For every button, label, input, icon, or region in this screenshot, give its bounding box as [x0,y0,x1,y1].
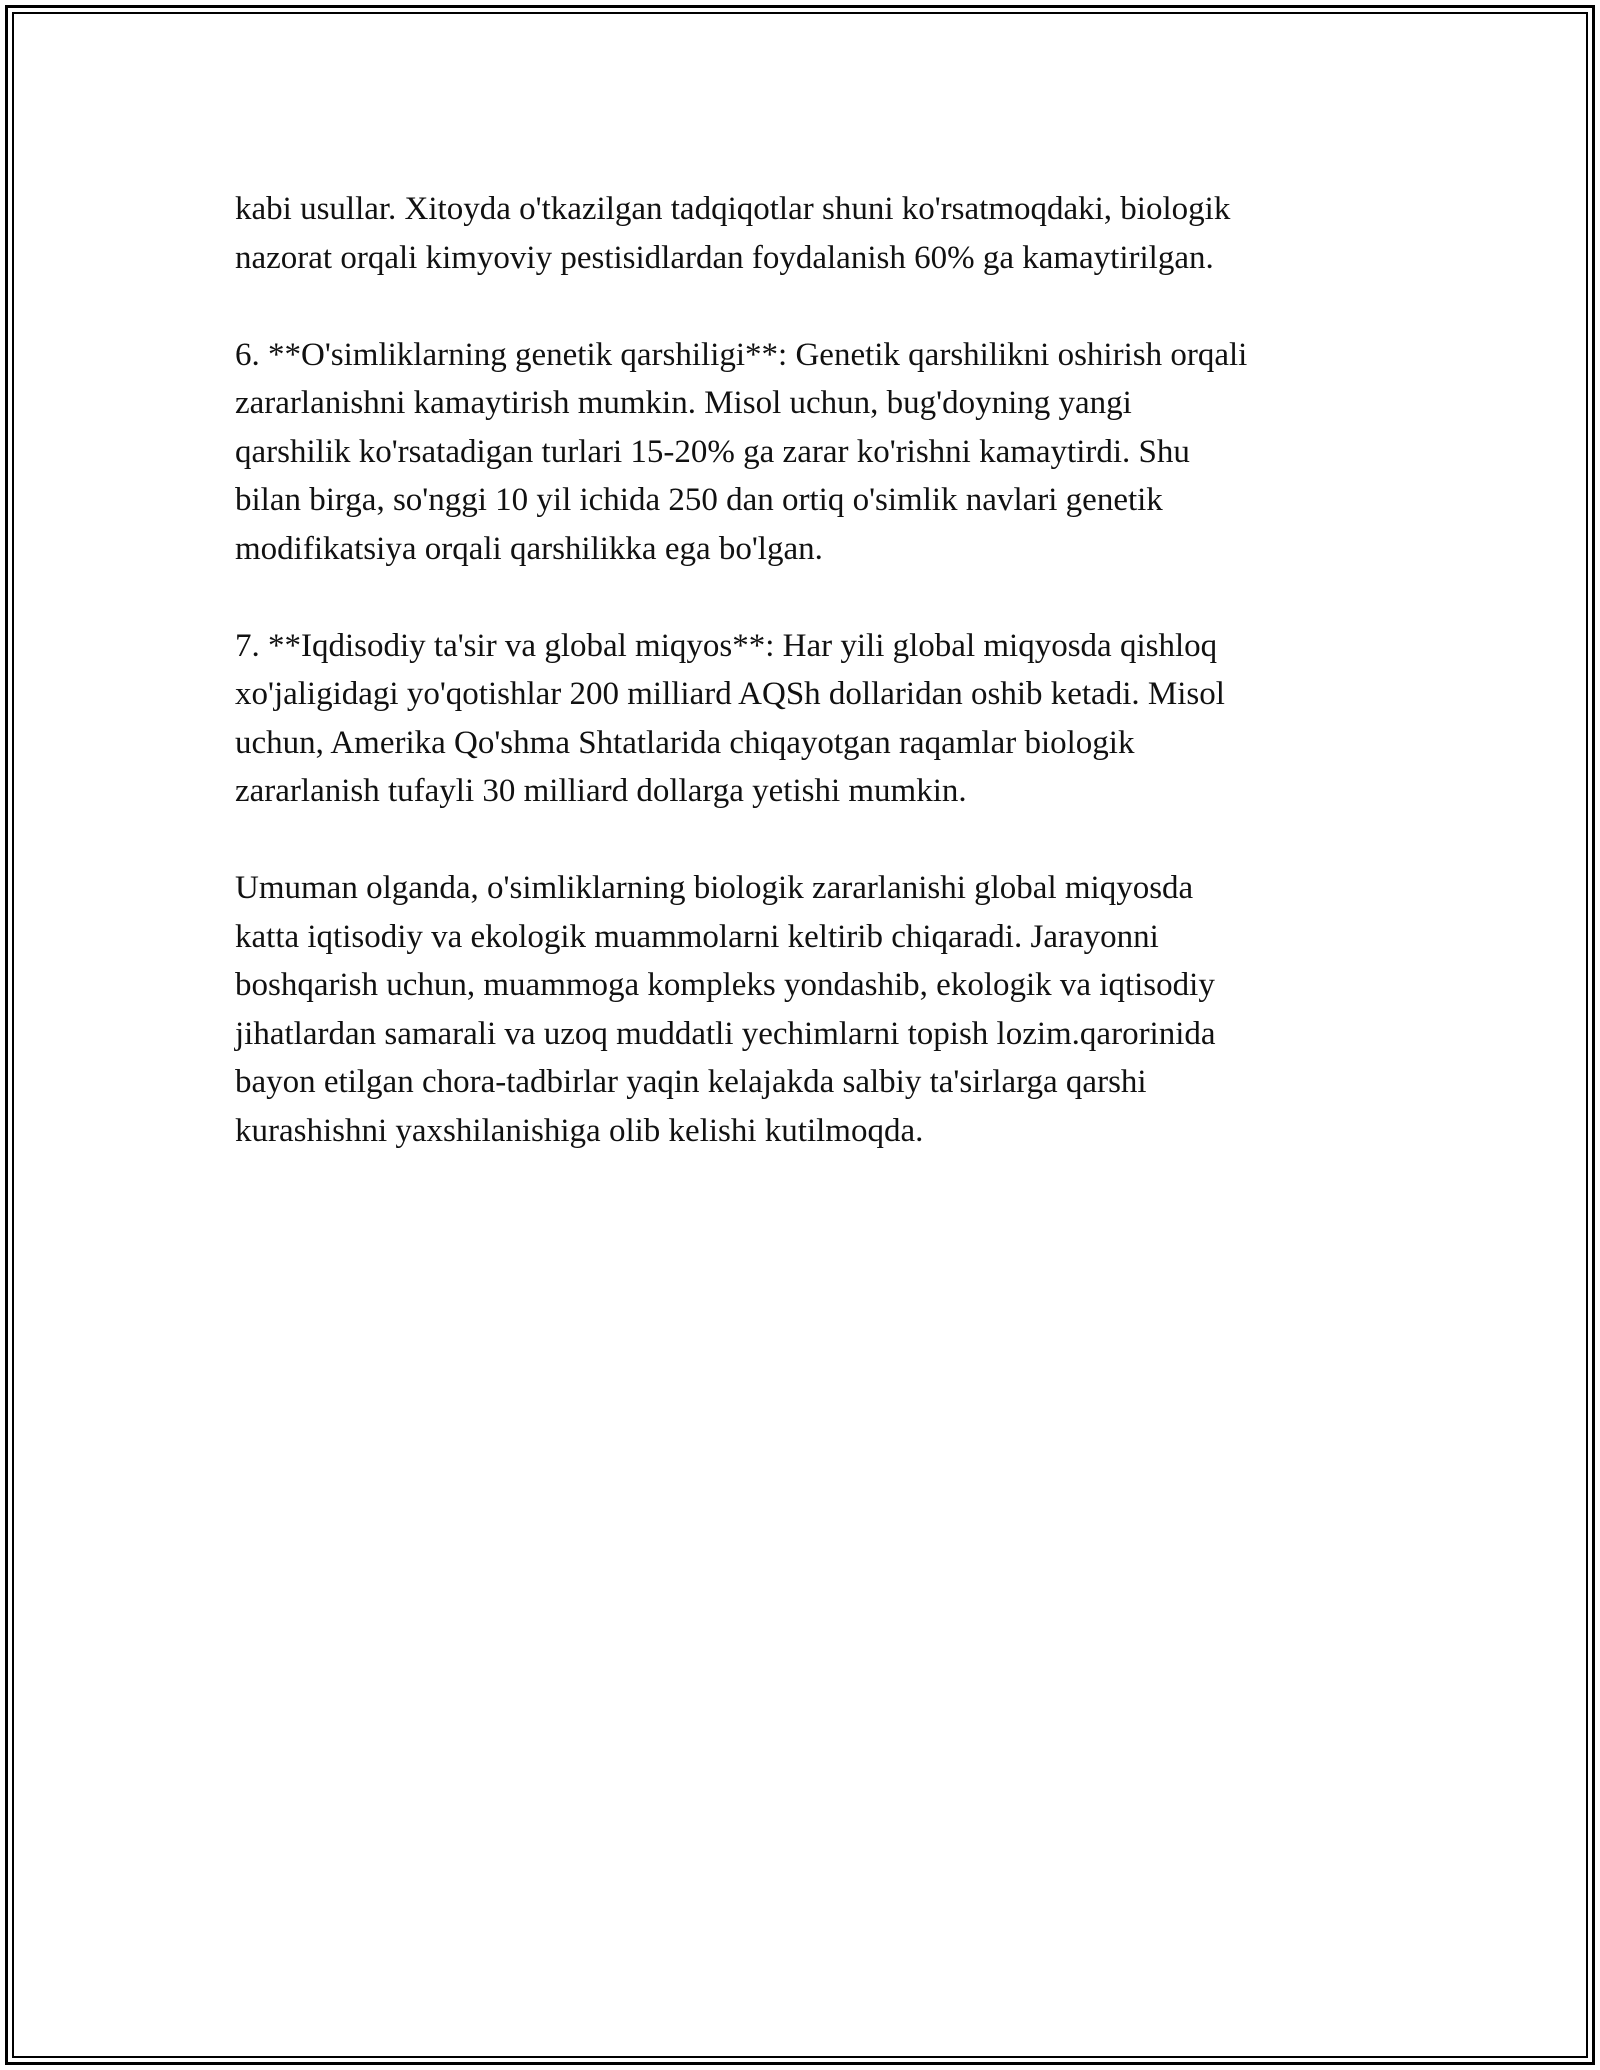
paragraph-genetic-resistance: 6. **O'simliklarning genetik qarshiligi**: Genetik qarshilikni oshirish orqali zararlanishni kamaytirish mumkin. Misol uchun, bug'doyning yangi qarshilik ko'rsatadigan turlari 15-20% ga zarar ko'rishni kamaytirdi. Shu bilan birga, so'nggi 10 yil ichida 250 dan ortiq o'simlik navlari genetik modifikatsiya orqali qarshilikka ega bo'lgan. [235,336,1248,567]
paragraph-economic-impact: 7. **Iqdisodiy ta'sir va global miqyos**: Har yili global miqyosda qishloq xo'jaligidagi yo'qotishlar 200 milliard AQSh dollaridan oshib ketadi. Misol uchun, Amerika Qo'shma Shtatlarida chiqayotgan raqamlar biologik zararlanish tufayli 30 milliard dollarga yetishi mumkin. [235,627,1225,809]
paragraph-conclusion: Umuman olganda, o'simliklarning biologik zararlanishi global miqyosda katta iqtisodiy va ekologik muammolarni keltirib chiqaradi. Jarayonni boshqarish uchun, muammoga kompleks yondashib, ekologik va iqtisodiy jihatlardan samarali va uzoq muddatli yechimlarni topish lozim.qarorinida bayon etilgan chora-tadbirlar yaqin kelajakda salbiy ta'sirlarga qarshi kurashishni yaxshilanishiga olib kelishi kutilmoqda. [235,870,1216,1149]
document-body [235,185,1415,1204]
paragraph-biological-control-continuation: kabi usullar. Xitoyda o'tkazilgan tadqiqotlar shuni ko'rsatmoqdaki, biologik nazorat orqali kimyoviy pestisidlardan foydalanish 60% ga kamaytirilgan. [235,191,1231,276]
